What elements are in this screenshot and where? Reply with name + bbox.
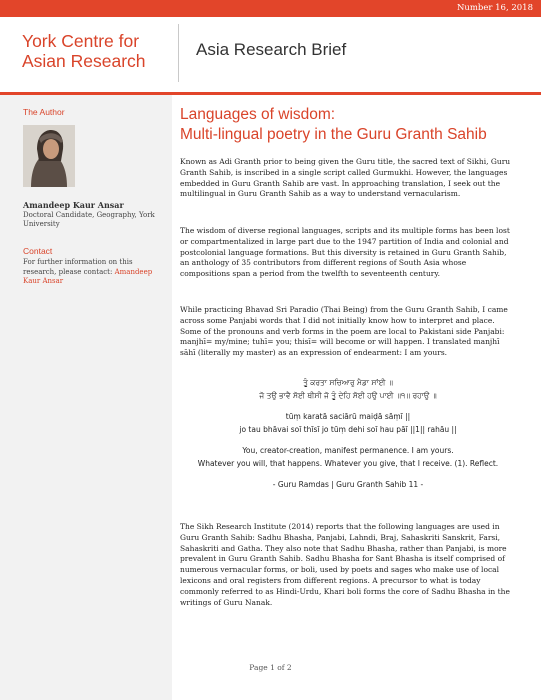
centre-logo — [22, 31, 172, 71]
paragraph-2-text: The wisdom of diverse regional languages, scripts and its multiple forms has been lost or compartmentalized in large part due to the 1947 partition of India and colonial and postcolonial language formations. But this diversity is retained in Guru Granth Sahib, an anthology of 35 contributors from different regions of South Asia whose compositions span a period from the twelfth to seventeenth century. — [180, 226, 510, 279]
paragraph-1 — [180, 157, 516, 200]
verse-transliteration-2: jo tau bhāvai soī thīsī jo tūṃ dehi soī hau pāī ||1|| rahāu || — [239, 425, 457, 434]
author-photo — [23, 125, 75, 187]
paragraph-3 — [180, 305, 516, 359]
verse-english-2: Whatever you will, that happens. Whatever you give, that I receive. (1). Reflect. — [197, 459, 499, 468]
author-portrait-image — [23, 125, 75, 187]
verse-gurmukhi-1: ਤੂੰ ਕਰਤਾ ਸਚਿਆਰੁ ਮੈਡਾ ਸਾਂਈ ॥ — [303, 378, 393, 387]
article-title-line-2: Multi-lingual poetry in the Guru Granth Sahib — [180, 126, 487, 143]
paragraph-4-text: The Sikh Research Institute (2014) reports that the following languages are used in Guru Granth Sahib: Sadhu Bhasha, Panjabi, Lahndi, Braj, Sahaskriti Sanskrit, Farsi, Sahaskriti and Gatha. They also note that Sadhu Bhasha, rather than Panjabi, is more prevalent in Guru Granth Sahib. Sadhu Bhasha for Sant Bhasha is itself comprised of numerous vernacular forms, or boli, used by poets and sages who make use of local lexicons and oral registers from different regions. A precursor to what is today commonly referred to as Hindi-Urdu, Khari boli forms the core of Sadhu Bhasha in the writings of Guru Nanak. — [180, 522, 510, 607]
paragraph-1-text: Known as Adi Granth prior to being given the Guru title, the sacred text of Sikhi, Guru Granth Sahib, is inscribed in a single script called Gurmukhi. However, the languages embedded in Guru Granth Sahib are vast. In approaching translation, I seek out the multilingual in Guru Granth Sahib as a way to understand vernacularism. — [180, 157, 511, 199]
contact-link[interactable]: Amandeep Kaur Ansar — [23, 267, 153, 285]
issue-number: Number 16, 2018 — [456, 3, 533, 13]
contact-heading: Contact — [23, 246, 53, 256]
header-divider — [178, 24, 179, 82]
logo-line-1: York Centre for — [22, 31, 140, 51]
verse-english-1: You, creator-creation, manifest permanence. I am yours. — [242, 446, 454, 455]
paragraph-4 — [180, 522, 516, 608]
verse-transliteration-1: tūṃ karatā saciārū maiḍā sāṃī || — [285, 412, 411, 421]
paragraph-3-text: While practicing Bhavad Sri Paradio (Thai Being) from the Guru Granth Sahib, I came across some Panjabi words that I did not initially know how to interpret and place. Some of the pronouns and verb forms in the poem are local to Pakistani side Panjabi: manjhī= my/mine; tuhī= you; thisī= will become or will happen. I translated manjhī sāhī (literally my master) as an expression of endearment: I am yours. — [180, 305, 508, 358]
author-name: Amandeep Kaur Ansar — [23, 200, 124, 210]
verse-gurmukhi-2: ਜੋ ਤਉ ਭਾਵੈ ਸੋਈ ਥੀਸੀ ਜੋ ਤੂੰ ਦੇਹਿ ਸੋਈ ਹਉ ਪਾਈ ॥੧॥ ਰਹਾਉ ॥ — [259, 391, 437, 400]
author-role: Doctoral Candidate, Geography, York University — [23, 211, 155, 228]
paragraph-2 — [180, 226, 516, 280]
article-title-line-1: Languages of wisdom: — [180, 106, 336, 123]
contact-text: For further information on this research, please contact: — [23, 258, 133, 276]
series-title: Asia Research Brief — [196, 40, 347, 59]
contact-info — [23, 258, 163, 287]
verse-citation: - Guru Ramdas | Guru Granth Sahib 11 - — [272, 480, 424, 489]
page-number: Page 1 of 2 — [249, 663, 292, 672]
author-heading: The Author — [23, 107, 65, 117]
logo-line-2: Asian Research — [22, 51, 146, 71]
top-color-bar — [0, 0, 541, 17]
